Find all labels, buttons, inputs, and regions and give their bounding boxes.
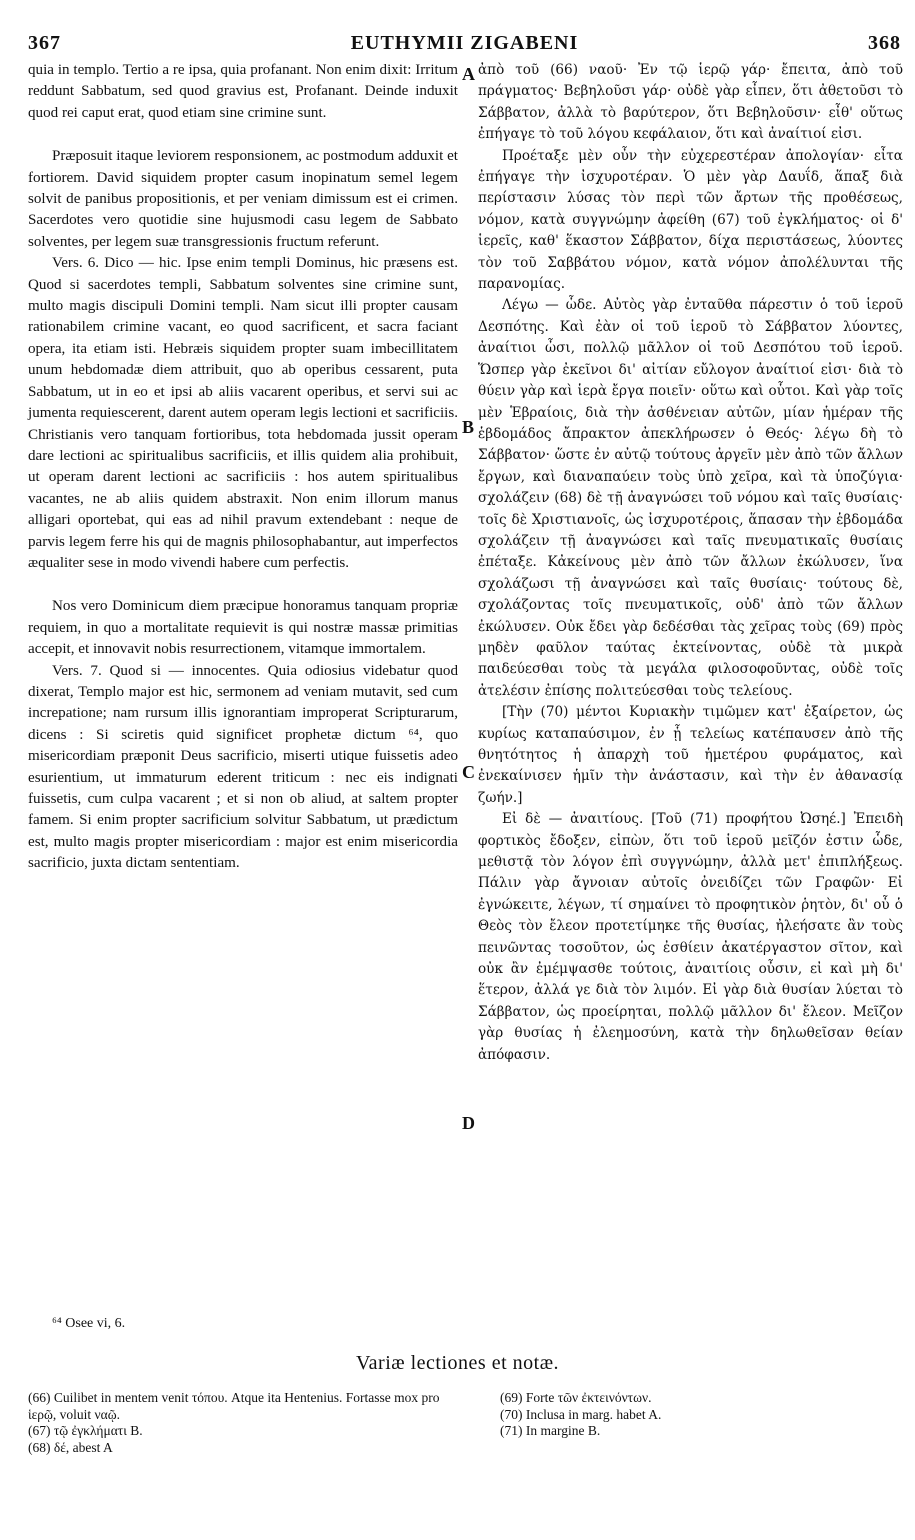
margin-marker-c: C xyxy=(462,762,475,782)
left-page-number: 367 xyxy=(28,32,61,54)
notes-left xyxy=(28,1390,468,1456)
margin-marker-a: A xyxy=(462,64,475,84)
greek-paragraph: Προέταξε μὲν οὖν τὴν εὐχερεστέραν ἀπολογίαν· εἶτα ἐπήγαγε τὴν ἰσχυροτέραν. Ὁ μὲν γὰρ Δαυΐδ, ἅπαξ διὰ περίστασιν λύσας τὸν περὶ τῶν ἄρτων τῆς προθέσεως, νόμον, κατὰ συγγνώμην ἀφείθη (67) τοῦ ἐγκλήματος· οἱ δ' ἱερεῖς, καθ' ἕκαστον Σάββατον, δίχα περιστάσεως, λύοντες τὸν τοῦ Σαββάτου νόμον, κατὰ νόμον ἀπολέλυνται τῆς παρανομίας. xyxy=(478,147,903,293)
latin-paragraph: Nos vero Dominicum diem præcipue honoramus tanquam propriæ requiem, in quo a mortalitate requievit is qui nostræ massæ primitias accepit, et innovavit nobis resurrectionem, vitamque immortalem. xyxy=(28,598,458,658)
latin-paragraph: quia in templo. Tertio a re ipsa, quia profanant. Non enim dixit: Irritum reddunt Sabbatum, sed quod gravius est, Profanant. Deinde induxit quod rei caput erat, quod etiam sine crimine sunt. xyxy=(28,62,458,121)
running-title: EUTHYMII ZIGABENI xyxy=(350,32,579,54)
variant-note: (71) In margine B. xyxy=(500,1423,601,1438)
latin-column xyxy=(28,60,458,875)
variant-note: (68) δέ, abest A xyxy=(28,1439,113,1455)
variant-note: (69) Forte τῶν ἐκτεινόντων. xyxy=(500,1390,652,1405)
variae-lectiones-heading: Variæ lectiones et notæ. xyxy=(355,1352,560,1374)
variant-note: (66) Cuilibet in mentem venit τόπου. Atque ita Hentenius. Fortasse mox pro ἱερῷ, voluit ναῷ. xyxy=(28,1390,440,1422)
footnote: ⁶⁴ Osee vi, 6. xyxy=(52,1316,126,1331)
latin-paragraph: Præposuit itaque leviorem responsionem, ac postmodum adduxit et fortiorem. David siquidem propter casum inopinatum semel legem solvit de panibus propositionis, et per veniam dimissum est ei crimen. Sacerdotes vero quotidie sine hujusmodi casu legem de Sabbato solventes, per legem suæ transgressionis fructum referunt. xyxy=(28,148,458,250)
margin-marker-b: B xyxy=(462,417,475,437)
greek-column xyxy=(478,60,903,1066)
greek-paragraph: Εἰ δὲ — ἀναιτίους. [Τοῦ (71) προφήτου Ὠσηέ.] Ἐπειδὴ φορτικὸς ἔδοξεν, εἰπὼν, ὅτι τοῦ ἱεροῦ μεῖζόν ἐστιν ὧδε, μεθιστᾷ τὸν λόγον ἐπὶ συγγνώμην, ἀλλὰ μετ' ἐπιπλήξεως. Πάλιν γὰρ ἄγνοιαν αὐτοῖς ὀνειδίζει τῶν Γραφῶν· Εἰ ἐγνώκειτε, λέγων, τί σημαίνει τὸ προφητικὸν ῥητὸν, δι' οὗ ὁ Θεὸς τὸν ἔλεον προτετίμηκε τῆς θυσίας, ἠλεήσατε ἂν τοὺς πεινῶντας τοσοῦτον, ὡς ἐσθίειν ἀκατέργαστον σῖτον, καὶ οὐκ ἂν ἐμέμψασθε τούτοις, ἀναιτίοις οὖσιν, εἰ καὶ μὴ δι' ἕτερον, ἀλλά γε διὰ τὸν λιμόν. Εἰ γὰρ διὰ θυσίαν λύεται τὸ Σάββατον, ὡς προείρηται, πολλῷ μᾶλλον δι' ἔλεον. Μεῖζον γὰρ θυσίας ἡ ἐλεημοσύνη, κατὰ τὴν δηλωθεῖσαν θείαν ἀπόφασιν. xyxy=(478,811,903,1063)
greek-paragraph: [Τὴν (70) μέντοι Κυριακὴν τιμῶμεν κατ' ἐξαίρετον, ὡς κυρίως καταπαύσιμον, ἐν ᾗ τελείως κατέπαυσεν ἀπὸ τῆς θνητότητος ἡ ἀπαρχὴ τοῦ ἡμετέρου φυράματος, καὶ ἐνεκαίνισεν ἡμῖν τὴν ἀνάστασιν, καὶ τὴν ἐν ἀθανασίᾳ ζωήν.] xyxy=(478,704,903,806)
right-page-number: 368 xyxy=(868,32,901,54)
variant-note: (67) τῷ ἐγκλήματι B. xyxy=(28,1423,143,1438)
greek-paragraph: Λέγω — ὧδε. Αὐτὸς γὰρ ἐνταῦθα πάρεστιν ὁ τοῦ ἱεροῦ Δεσπότης. Καὶ ἐὰν οἱ τοῦ ἱεροῦ τὸ Σάββατον λύοντες, ἀναίτιοι ὦσι, πολλῷ μᾶλλον οἱ τοῦ Δεσπότου τοῦ ἱεροῦ. Ὥσπερ γὰρ ἐκεῖνοι δι' αἰτίαν εὔλογον ἀναίτιοί εἰσι· διὰ τὸ θύειν γὰρ καὶ ἱερὰ ἔργα ποιεῖν· οὕτω καὶ οὗτοι. Καὶ γὰρ τοῖς μὲν Ἑβραίοις, διὰ τὴν ἀσθένειαν αὐτῶν, μίαν ἡμέραν τῆς ἑβδομάδος ἄπρακτον ἀπεκλήρωσεν ὁ Θεός· λέγω δὴ τὸ Σάββατον· ὥστε ἐν αὐτῷ τούτους ἀργεῖν μὲν ἀπὸ τῶν ἄλλων ἔργων, καὶ διαναπαύειν τοὺς ὑπὸ χεῖρα, καὶ τὰ ὑποζύγια· σχολάζειν (68) δὲ τῇ ἀναγνώσει τοῦ νόμου καὶ ταῖς θυσίαις· τοῖς δὲ Χριστιανοῖς, ὡς ἰσχυροτέροις, ἅπασαν τὴν ἑβδομάδα σχολάζειν τῇ ἀναγνώσει καὶ ταῖς πνευματικαῖς θυσίαις ἐπέταξε. Κἀκείνους μὲν ἀπὸ τῶν ἄλλων ἐκώλυσεν, ἵνα σχολάζωσι τῇ ἀναγνώσει καὶ ταῖς θυσίαις· τούτους δὲ, σχολάζοντας τοῖς πνευματικοῖς, οὐδ' ἀπὸ τῶν ἄλλων ἐκώλυσεν. Οὐκ ἔδει γὰρ δεδέσθαι τὰς χεῖρας τοὺς (69) πρὸς μηδὲν φαῦλον ταύτας ἐκτείνοντας, οὐδὲ τὰ μικρὰ παιδεύεσθαι τοὺς τὰ μεγάλα φιλοσοφοῦντας, οὐδὲ τοῖς ἀτελέσιν ἐπίσης πολιτεύεσθαι τοὺς τελείους. xyxy=(478,297,903,699)
variant-note: (70) Inclusa in marg. habet A. xyxy=(500,1406,662,1422)
margin-marker-d: D xyxy=(462,1113,475,1133)
page-header xyxy=(28,14,901,54)
greek-paragraph: ἀπὸ τοῦ (66) ναοῦ· Ἐν τῷ ἱερῷ γάρ· ἔπειτα, ἀπὸ τοῦ πράγματος· Βεβηλοῦσι γάρ· οὐδὲ γὰρ εἶπεν, ὅτι ἀθετοῦσι τὸ Σάββατον, ἀλλὰ τὸ βαρύτερον, ὅτι Βεβηλοῦσιν· εἶθ' οὕτως ἐπήγαγε τὸ τοῦ λόγου κεφάλαιον, ὅτι καὶ ἀναίτιοί εἰσι. xyxy=(478,62,903,143)
latin-paragraph: Vers. 7. Quod si — innocentes. Quia odiosius videbatur quod dixerat, Templo major est hic, sermonem ad veniam mutavit, sed cum increpatione; nam rursum illis ignorantiam improperat Scripturarum, dicens : Si sciretis quid significet prophetæ dictum ⁶⁴, quo misericordiam præponit Deus sacrificio, miserti utique fuissetis adeo esurientium, ut immaturum ederent triticum : nec eis indignati fuissetis, cum culpa vacarent ; et si non ob aliud, at saltem propter famem. Si enim propter sacrificium solvitur Sabbatum, ut prædictum est, multo magis propter misericordiam : major est enim misericordia sacrificio, juxta dictam sententiam. xyxy=(28,662,458,872)
notes-right xyxy=(500,1390,900,1440)
latin-paragraph: Vers. 6. Dico — hic. Ipse enim templi Dominus, hic præsens est. Quod si sacerdotes templi, Sabbatum solventes sine crimine sunt, multo magis discipuli Domini templi. Nam sicut illi propter causam rationabilem crimine vacant, eo quod sacrificent, et sacra faciant opera, ita etiam isti. Hebræis siquidem propter suam imbecillitatem unum hebdomadæ diem attribuit, quo ab operibus cessarent, puta Sabbatum, ut in eo et ipsi ab aliis vacarent operibus, et servi sui ac jumenta requiescerent, darent autem operam legis lectioni et sacrificiis. Christianis vero tanquam fortioribus, tota hebdomada jussit operam dare lectioni ac spiritualibus sacrificiis, et illis quidem alia prohibuit, ut operam darent lectioni ac sacrificiis : hos autem spiritualibus vacantes, ne ab aliis quidem abstraxit. Non enim illorum manus alligari oportebat, qui eas ad nihil pravum extendebant : neque de parvis legem ferre his qui de magnis philosophabantur, aut imperfectos æqualiter sese in modo vivendi habere cum perfectis. xyxy=(28,255,458,571)
